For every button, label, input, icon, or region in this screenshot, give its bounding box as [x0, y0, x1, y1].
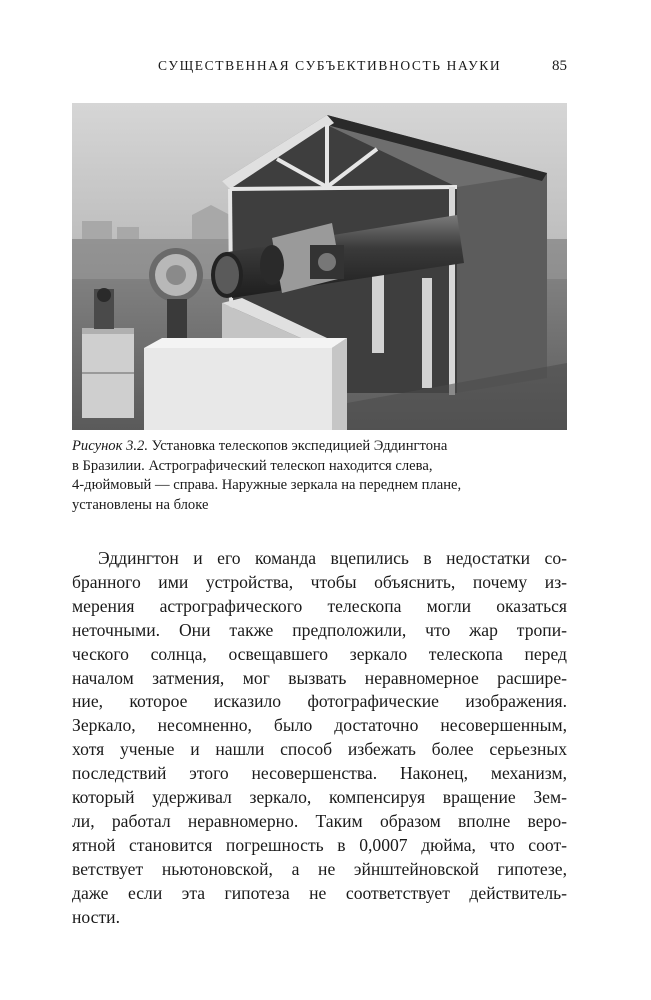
text-line: хотя ученые и нашли способ избежать более серьезных	[72, 739, 567, 760]
text-line: ности.	[72, 906, 120, 927]
telescope-photo	[72, 103, 567, 430]
text-line: ветствует ньютоновской, а не эйнштейновской гипотезе,	[72, 858, 567, 879]
figure-photo	[72, 103, 567, 430]
text-line: ческого солнца, освещавшего зеркало телескопа перед	[72, 643, 567, 664]
text-line: который удерживал зеркало, компенсируя вращение Зем-	[72, 787, 567, 808]
caption-label: Рисунок 3.2.	[72, 438, 148, 454]
caption-line: установлены на блоке	[72, 496, 209, 513]
text-line: ли, работал неравномерно. Таким образом вполне веро-	[72, 810, 567, 831]
body-paragraph	[72, 547, 567, 930]
text-line: ятной становится погрешность в 0,0007 дюйма, что соот-	[72, 834, 567, 855]
text-line: неточными. Они также предположили, что жар тропи-	[72, 619, 567, 640]
text-line: Эддингтон и его команда вцепились в недостатки со-	[98, 548, 567, 568]
text-line: даже если эта гипотеза не соответствует действитель-	[72, 882, 567, 903]
caption-line: Рисунок 3.2. Установка телескопов экспедицией Эддингтона	[72, 438, 448, 454]
caption-line: в Бразилии. Астрографический телескоп находится слева,	[72, 457, 433, 474]
text-line: бранного ими устройства, чтобы объяснить, почему из-	[72, 571, 567, 592]
caption-line: 4-дюймовый — справа. Наружные зеркала на переднем плане,	[72, 477, 462, 493]
text-line: последствий этого несовершенства. Наконец, механизм,	[72, 763, 567, 784]
running-title: СУЩЕСТВЕННАЯ СУБЪЕКТИВНОСТЬ НАУКИ	[158, 58, 502, 73]
text-line: ние, которое исказило фотографические изображения.	[72, 691, 567, 712]
text-line: началом затмения, мог вызвать неравномерное расшире-	[72, 667, 567, 688]
figure-caption	[72, 437, 572, 515]
page-number: 85	[552, 58, 567, 74]
text-line: мерения астрографического телескопа могли оказаться	[72, 595, 567, 616]
text-line: Зеркало, несомненно, было достаточно несовершенным,	[72, 715, 567, 736]
